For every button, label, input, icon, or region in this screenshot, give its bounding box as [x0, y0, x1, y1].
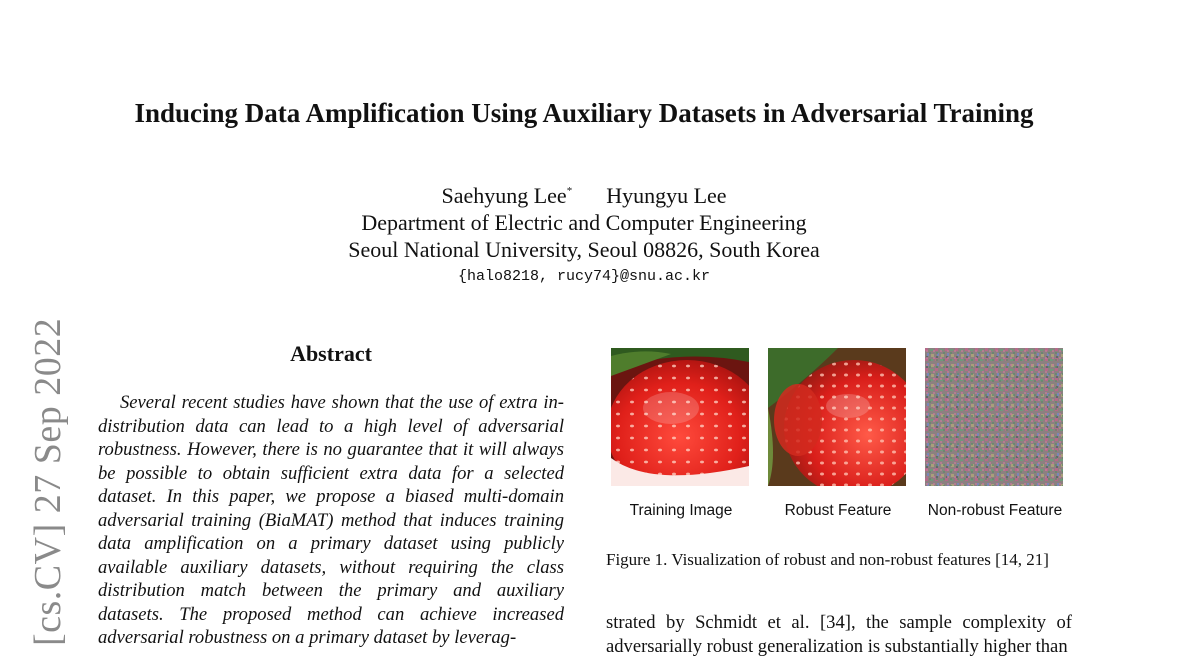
arxiv-stamp: [cs.CV] 27 Sep 2022 — [27, 317, 69, 646]
figure-1 — [607, 348, 1069, 538]
abstract-text: Several recent studies have shown that the use of extra in-distribution data can lead to a high level of adversarial robustness. However, there is no guarantee that it will always be possible to obtain sufficient extra data for a selected dataset. In this paper, we propose a biased multi-domain adversarial training (BiaMAT) method that induces training data amplification on a primary dataset using publicly available auxiliary datasets, without requiring the class distribution match between the primary and auxiliary datasets. The proposed method can achieve increased adversarial robustness on a primary dataset by leverag- — [98, 392, 564, 648]
affiliation-university: Seoul National University, Seoul 08826, South Korea — [348, 237, 820, 262]
author-name: Hyungyu Lee — [606, 183, 727, 208]
affiliation-department: Department of Electric and Computer Engineering — [361, 210, 807, 235]
abstract-heading: Abstract — [290, 341, 372, 366]
figure-panel-nonrobust — [925, 348, 1065, 519]
body-text: strated by Schmidt et al. [34], the sample complexity of adversarially robust generalization is substantially higher than — [606, 612, 1072, 657]
author-block — [0, 178, 1168, 288]
figure-panel-training — [611, 348, 751, 519]
figure-label: Robust Feature — [784, 502, 892, 519]
author-name: Saehyung Lee* — [441, 183, 573, 208]
figure-label: Non-robust Feature — [927, 502, 1063, 519]
noise-texture-image — [925, 348, 1063, 486]
author-line — [0, 178, 1168, 209]
author-email: {halo8218, rucy74}@snu.ac.kr — [457, 268, 711, 285]
figure-caption: Figure 1. Visualization of robust and non-robust features [14, 21] — [606, 550, 1049, 569]
figure-label: Training Image — [629, 502, 733, 519]
strawberry-photo-image — [611, 348, 749, 486]
strawberry-robust-feature-image — [768, 348, 906, 486]
paper-title: Inducing Data Amplification Using Auxiliary Datasets in Adversarial Training — [134, 98, 1034, 128]
figure-panel-robust — [768, 348, 908, 519]
